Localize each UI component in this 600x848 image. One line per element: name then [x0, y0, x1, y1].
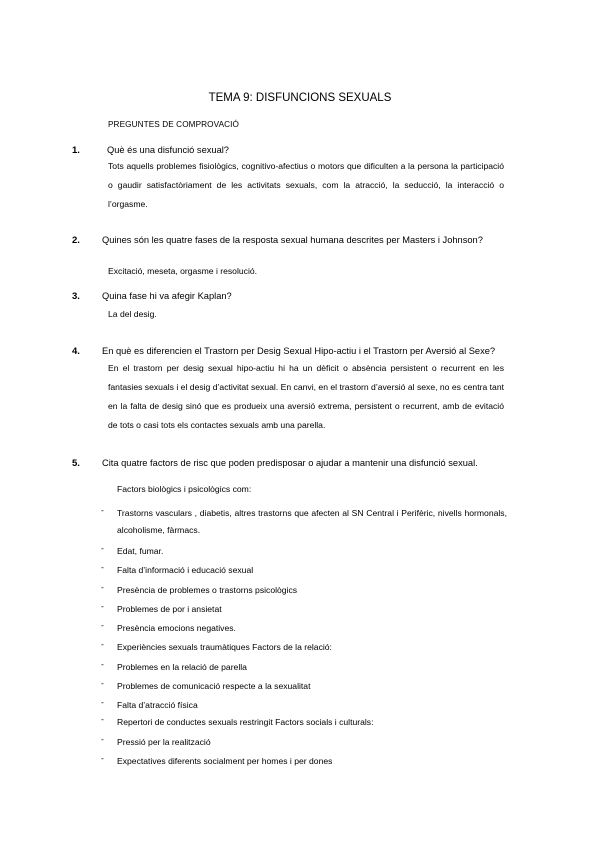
- answer-4: En el trastorn per desig sexual hipo-actiu hi ha un dèficit o absència persistent o recurrent en les fantasies sexuals i el desig d’activitat sexual. En canvi, en el trastorn d’aversió al sexe, no es centra tant en la falta de desig sinó que es produeix una aversió extrema, persistent o recurrent, amb de evitació de tots o casi tots els contactes sexuals amb una parella.: [108, 363, 504, 430]
- question-number: 2.: [72, 235, 80, 246]
- list-item: - Presència emocions negatives.: [101, 620, 236, 634]
- question-text: Quines són les quatre fases de la resposta sexual humana descrites per Masters i Johnson?: [102, 235, 483, 245]
- factor-list: [0, 505, 600, 772]
- list-item: - Edat, fumar.: [101, 543, 164, 556]
- list-item: - Presència de problemes o trastorns psicològics: [101, 581, 298, 595]
- page-title: TEMA 9: DISFUNCIONS SEXUALS: [208, 92, 392, 104]
- list-item: - Problemes de por i ansietat: [101, 600, 222, 614]
- list-item: - Falta d’atracció física: [101, 697, 198, 711]
- list-item: - Pressió per la realització: [101, 733, 211, 747]
- list-item: - Falta d’informació i educació sexual: [101, 562, 254, 576]
- question-text: Cita quatre factors de risc que poden predisposar o ajudar a mantenir una disfunció sexual.: [102, 458, 478, 468]
- list-item: - Expectatives diferents socialment per homes i per dones: [101, 752, 333, 766]
- question-number: 1.: [72, 145, 80, 156]
- factors-heading: Factors biològics i psicològics com:: [117, 484, 252, 494]
- list-item: - Repertori de conductes sexuals restringit Factors socials i culturals:: [101, 714, 374, 728]
- list-item: - Experiències sexuals traumàtiques Factors de la relació:: [101, 639, 332, 653]
- page-subtitle: PREGUNTES DE COMPROVACIÓ: [108, 120, 239, 129]
- question-number: 5.: [72, 458, 80, 469]
- list-item: - Problemes de comunicació respecte a la sexualitat: [101, 678, 311, 692]
- question-text: En què es diferencien el Trastorn per Desig Sexual Hipo-actiu i el Trastorn per Aversió al Sexe?: [102, 346, 496, 356]
- answer-1: Tots aquells problemes fisiològics, cognitivo-afectius o motors que dificulten a la persona la participació o gaudir satisfactòriament de les activitats sexuals, com la atracció, la seducció, la interacció o l’orgasme.: [108, 161, 504, 209]
- question-number: 3.: [72, 291, 80, 302]
- answer-3: La del desig.: [108, 309, 157, 319]
- question-text: Quina fase hi va afegir Kaplan?: [102, 291, 232, 301]
- list-item: - Trastorns vasculars , diabetis, altres trastorns que afecten al SN Central i Perifèric, nivells hormonals, alcoholisme, fàrmacs.: [101, 505, 507, 535]
- question-number: 4.: [72, 346, 80, 357]
- question-text: Què és una disfunció sexual?: [107, 145, 229, 155]
- answer-2: Excitació, meseta, orgasme i resolució.: [108, 266, 258, 276]
- list-item: - Problemes en la relació de parella: [101, 658, 247, 672]
